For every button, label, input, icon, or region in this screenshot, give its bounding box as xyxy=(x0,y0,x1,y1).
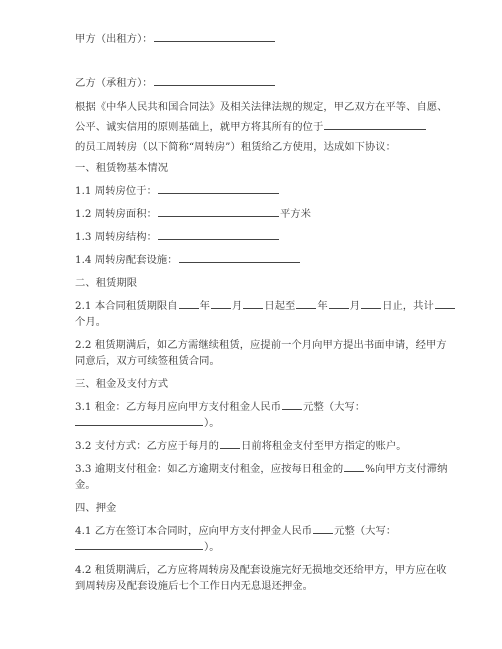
intro-text-1: 根据《中华人民共和国合同法》及相关法律法规的规定，甲乙双方在平等、自愿、 xyxy=(75,101,448,113)
end-year-blank[interactable] xyxy=(296,297,316,309)
item-1-4-blank[interactable] xyxy=(179,251,300,263)
section-4-title xyxy=(75,499,430,517)
item-1-2-label: 1.2 周转房面积： xyxy=(75,208,157,220)
intro-line-3 xyxy=(75,138,430,156)
lessee-line xyxy=(75,74,430,92)
section-1-title xyxy=(75,159,430,177)
item-3-2 xyxy=(75,437,430,455)
intro-line-1 xyxy=(75,98,448,116)
section-3-heading: 三、租金及支付方式 xyxy=(75,378,169,390)
item-1-2-unit: 平方米 xyxy=(279,208,311,220)
item-2-2-line-2 xyxy=(75,352,430,370)
item-1-1-blank[interactable] xyxy=(158,182,279,194)
item-2-1-text-f: 月 xyxy=(349,300,361,312)
start-month-blank[interactable] xyxy=(211,297,231,309)
item-2-1-text-g: 日止，共计 xyxy=(382,300,434,312)
item-4-1-text-a: 4.1 乙方在签订本合同时，应向甲方支付押金人民币 xyxy=(75,525,313,537)
item-1-2 xyxy=(75,205,430,223)
item-1-1 xyxy=(75,182,430,200)
lessor-blank[interactable] xyxy=(154,30,275,42)
lessee-blank[interactable] xyxy=(154,74,275,86)
intro-text-2: 公平、诚实信用的原则基础上，就甲方将其所有的位于 xyxy=(75,121,324,133)
item-4-1-text-b: 元整（大写： xyxy=(334,525,397,537)
item-4-1-line-2 xyxy=(75,538,430,556)
section-1-heading: 一、租赁物基本情况 xyxy=(75,162,169,174)
intro-text-3: 的员工周转房（以下简称“周转房”）租赁给乙方使用，达成如下协议： xyxy=(75,141,397,153)
deposit-amount-blank[interactable] xyxy=(313,522,333,534)
item-2-1-text-b: 年 xyxy=(199,300,210,312)
item-1-3-blank[interactable] xyxy=(158,228,279,240)
item-1-3 xyxy=(75,228,430,246)
item-4-1-text-c: ）。 xyxy=(204,541,220,553)
item-2-1-text-d: 日起至 xyxy=(264,300,296,312)
item-3-3-text-a: 3.3 逾期支付租金：如乙方逾期支付租金，应按每日租金的 xyxy=(75,463,344,475)
section-2-heading: 二、租赁期限 xyxy=(75,277,138,289)
item-1-1-label: 1.1 周转房位于： xyxy=(75,185,157,197)
item-3-3-line-2 xyxy=(75,476,430,494)
item-3-2-text-b: 日前将租金支付至甲方指定的账户。 xyxy=(241,440,407,452)
deposit-amount-words-blank[interactable] xyxy=(75,538,203,550)
item-3-3-text-b: %向甲方支付滞纳 xyxy=(365,463,448,475)
item-2-1-text-h: 个月。 xyxy=(75,316,107,328)
item-2-1-text-e: 年 xyxy=(317,300,328,312)
item-1-3-label: 1.3 周转房结构： xyxy=(75,231,157,243)
section-4-heading: 四、押金 xyxy=(75,502,117,514)
start-day-blank[interactable] xyxy=(243,297,263,309)
item-4-2-text-1: 4.2 租赁期满后，乙方应将周转房及配套设施完好无损地交还给甲方，甲方应在收 xyxy=(75,564,447,576)
item-1-4 xyxy=(75,251,430,269)
intro-line-2 xyxy=(75,118,430,136)
rent-amount-blank[interactable] xyxy=(282,398,302,410)
end-month-blank[interactable] xyxy=(329,297,349,309)
section-2-title xyxy=(75,274,430,292)
property-location-blank[interactable] xyxy=(324,118,426,130)
payment-day-blank[interactable] xyxy=(220,437,240,449)
item-3-1-text-b: 元整（大写： xyxy=(303,401,366,413)
item-4-2-line-2 xyxy=(75,577,430,595)
item-1-2-blank[interactable] xyxy=(158,205,279,217)
item-3-1-line-2 xyxy=(75,414,430,432)
end-day-blank[interactable] xyxy=(361,297,381,309)
rent-amount-words-blank[interactable] xyxy=(75,414,203,426)
item-2-2-text-1: 2.2 租赁期满后，如乙方需继续租赁，应提前一个月向甲方提出书面申请，经甲方 xyxy=(75,339,447,351)
item-3-1-text-a: 3.1 租金：乙方每月应向甲方支付租金人民币 xyxy=(75,401,282,413)
item-1-4-label: 1.4 周转房配套设施： xyxy=(75,254,178,266)
start-year-blank[interactable] xyxy=(179,297,199,309)
item-3-2-text-a: 3.2 支付方式：乙方应于每月的 xyxy=(75,440,220,452)
item-3-1-text-c: ）。 xyxy=(204,417,220,429)
lessor-line xyxy=(75,30,430,48)
lessee-label: 乙方（承租方）： xyxy=(75,77,153,89)
total-months-blank[interactable] xyxy=(435,297,455,309)
item-2-1-text-a: 2.1 本合同租赁期限自 xyxy=(75,300,178,312)
item-4-2-text-2: 到周转房及配套设施后七个工作日内无息退还押金。 xyxy=(75,580,313,592)
late-fee-rate-blank[interactable] xyxy=(344,460,364,472)
item-2-1-line-2 xyxy=(75,313,430,331)
lessor-label: 甲方（出租方）： xyxy=(75,33,153,45)
item-3-3-text-c: 金。 xyxy=(75,479,96,491)
section-3-title xyxy=(75,375,430,393)
item-2-1-text-c: 月 xyxy=(231,300,243,312)
item-2-2-text-2: 同意后，双方可续签租赁合同。 xyxy=(75,355,220,367)
